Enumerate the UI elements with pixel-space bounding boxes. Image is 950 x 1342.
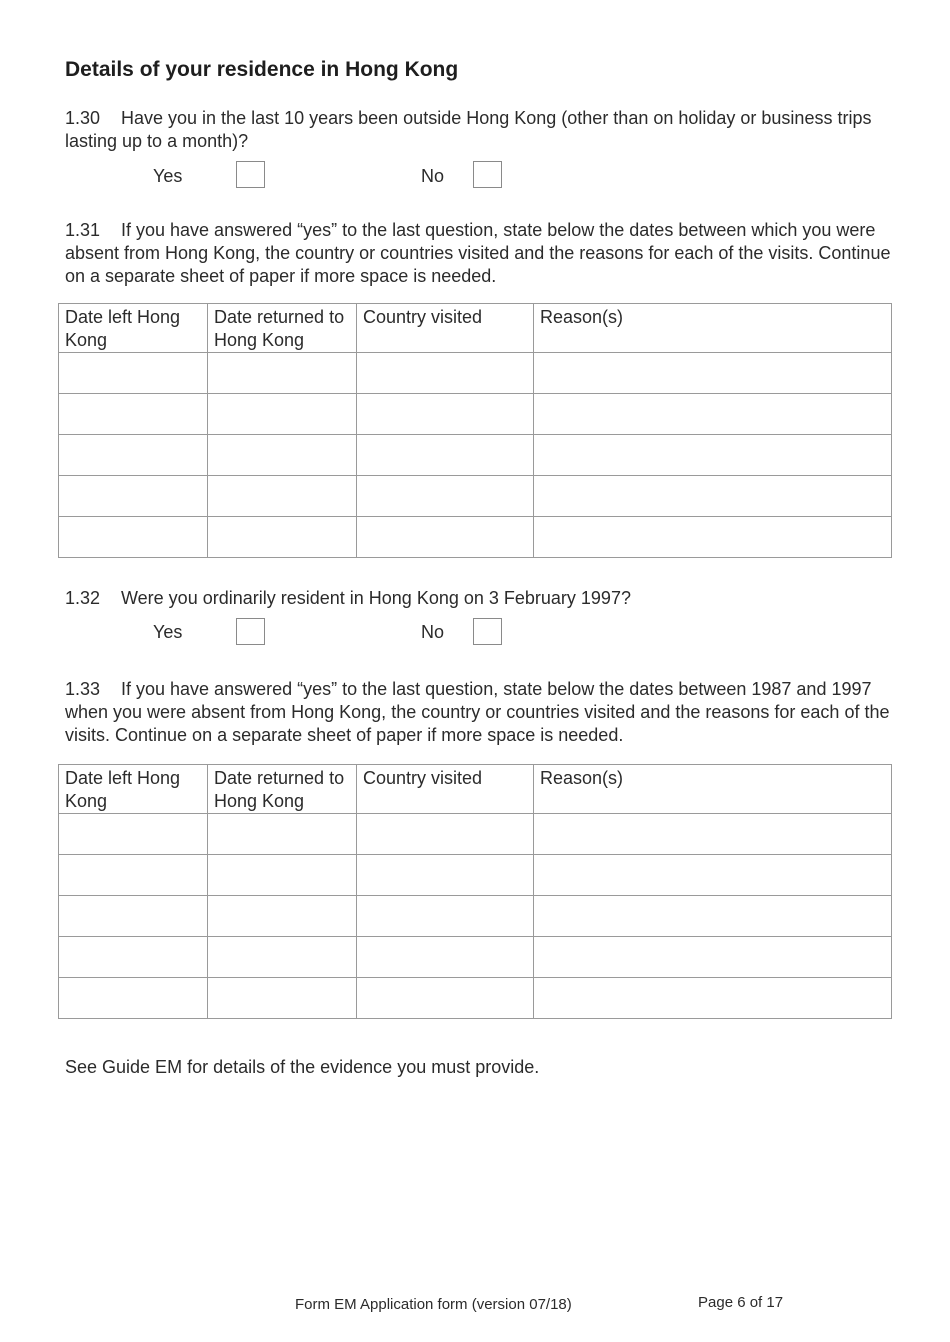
no-checkbox-1-30[interactable] — [473, 161, 502, 188]
question-1-31 — [65, 219, 895, 288]
header-reasons: Reason(s) — [534, 304, 892, 353]
header-country-visited: Country visited — [357, 304, 534, 353]
no-label: No — [421, 622, 445, 642]
header-date-left: Date left Hong Kong — [59, 304, 208, 353]
header-country-visited: Country visited — [357, 765, 534, 814]
table-cell[interactable] — [59, 814, 208, 855]
table-cell[interactable] — [59, 937, 208, 978]
table-cell[interactable] — [208, 353, 357, 394]
table-cell[interactable] — [534, 394, 892, 435]
header-date-left: Date left Hong Kong — [59, 765, 208, 814]
table-cell[interactable] — [534, 937, 892, 978]
question-1-30 — [65, 107, 895, 153]
table-cell[interactable] — [208, 517, 357, 558]
header-date-returned: Date returned to Hong Kong — [208, 765, 357, 814]
section-title: Details of your residence in Hong Kong — [65, 58, 459, 81]
table-header-row — [59, 304, 892, 353]
yes-label: Yes — [153, 166, 183, 186]
table-cell[interactable] — [59, 896, 208, 937]
table-cell[interactable] — [208, 978, 357, 1019]
guide-note: See Guide EM for details of the evidence you must provide. — [65, 1057, 540, 1077]
table-cell[interactable] — [357, 855, 534, 896]
table-header-row — [59, 765, 892, 814]
question-number: 1.32 — [65, 588, 101, 608]
table-row — [59, 978, 892, 1019]
table-cell[interactable] — [59, 394, 208, 435]
footer-form-name: Form EM Application form (version 07/18) — [295, 1296, 572, 1313]
yes-checkbox-1-32[interactable] — [236, 618, 265, 645]
table-cell[interactable] — [357, 435, 534, 476]
table-row — [59, 937, 892, 978]
table-cell[interactable] — [357, 937, 534, 978]
absence-table-1 — [58, 303, 892, 558]
yes-checkbox-1-30[interactable] — [236, 161, 265, 188]
table-cell[interactable] — [357, 896, 534, 937]
table-cell[interactable] — [357, 353, 534, 394]
table-cell[interactable] — [534, 476, 892, 517]
question-number: 1.31 — [65, 220, 101, 240]
table-cell[interactable] — [357, 476, 534, 517]
question-1-33 — [65, 678, 895, 747]
table-cell[interactable] — [59, 353, 208, 394]
absence-table-2 — [58, 764, 892, 1019]
table-cell[interactable] — [534, 435, 892, 476]
table-row — [59, 517, 892, 558]
table-cell[interactable] — [357, 978, 534, 1019]
table-cell[interactable] — [208, 435, 357, 476]
table-cell[interactable] — [534, 814, 892, 855]
table-cell[interactable] — [59, 855, 208, 896]
question-text: Have you in the last 10 years been outside Hong Kong (other than on holiday or business trips lasting up to a month)? — [65, 108, 872, 151]
table-cell[interactable] — [208, 814, 357, 855]
table-row — [59, 476, 892, 517]
no-label: No — [421, 166, 445, 186]
table-cell[interactable] — [208, 476, 357, 517]
table-row — [59, 814, 892, 855]
header-date-returned: Date returned to Hong Kong — [208, 304, 357, 353]
footer-page-number: Page 6 of 17 — [698, 1294, 784, 1311]
no-checkbox-1-32[interactable] — [473, 618, 502, 645]
table-cell[interactable] — [208, 394, 357, 435]
yes-label: Yes — [153, 622, 183, 642]
question-number: 1.33 — [65, 679, 101, 699]
table-cell[interactable] — [59, 435, 208, 476]
table-cell[interactable] — [534, 978, 892, 1019]
table-row — [59, 394, 892, 435]
header-reasons: Reason(s) — [534, 765, 892, 814]
table-cell[interactable] — [59, 978, 208, 1019]
table-cell[interactable] — [534, 353, 892, 394]
table-cell[interactable] — [59, 476, 208, 517]
table-cell[interactable] — [534, 517, 892, 558]
table-cell[interactable] — [208, 937, 357, 978]
table-cell[interactable] — [534, 855, 892, 896]
question-text: If you have answered “yes” to the last question, state below the dates between which you were absent from Hong Kong, the country or countries visited and the reasons for each of the visits. Continue on a separate sheet of paper if more space is needed. — [65, 220, 891, 286]
table-row — [59, 435, 892, 476]
table-row — [59, 896, 892, 937]
table-cell[interactable] — [208, 896, 357, 937]
question-number: 1.30 — [65, 108, 101, 128]
table-cell[interactable] — [357, 814, 534, 855]
table-cell[interactable] — [357, 394, 534, 435]
question-text: Were you ordinarily resident in Hong Kong on 3 February 1997? — [121, 588, 631, 608]
table-cell[interactable] — [357, 517, 534, 558]
table-row — [59, 353, 892, 394]
question-text: If you have answered “yes” to the last question, state below the dates between 1987 and 1997 when you were absent from Hong Kong, the country or countries visited and the reasons for each of the visits. Continue on a separate sheet of paper if more space is needed. — [65, 679, 890, 745]
table-cell[interactable] — [208, 855, 357, 896]
question-1-32 — [65, 587, 895, 610]
table-cell[interactable] — [59, 517, 208, 558]
table-cell[interactable] — [534, 896, 892, 937]
table-row — [59, 855, 892, 896]
